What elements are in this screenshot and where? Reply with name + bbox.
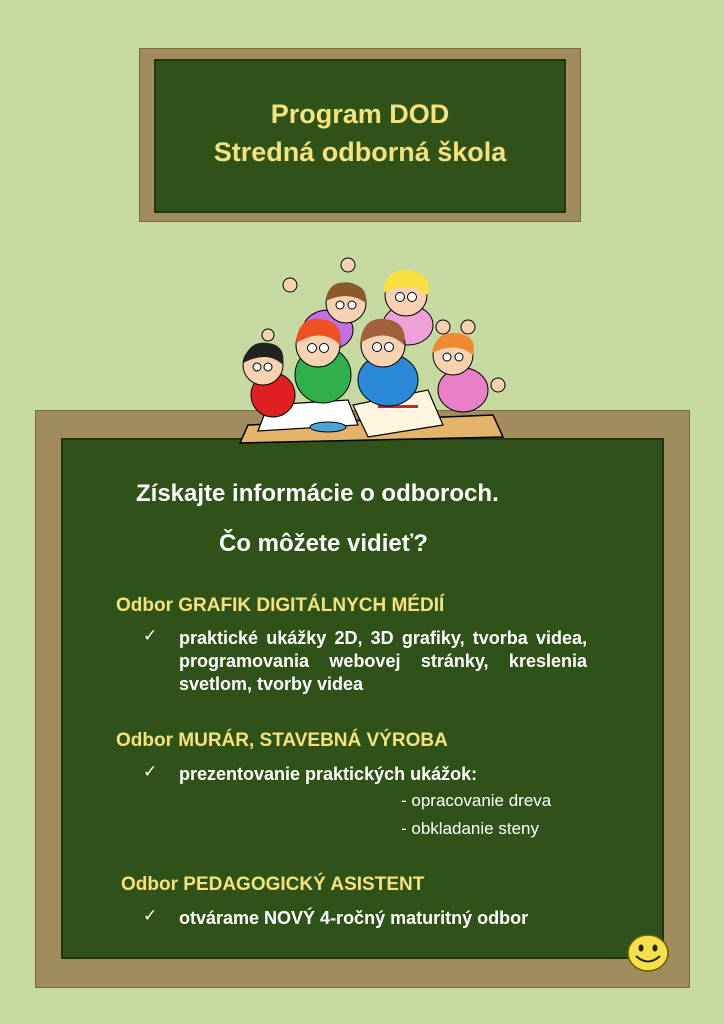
children-at-desk-illustration [228,255,513,445]
heading-info: Získajte informácie o odboroch. [136,480,499,507]
check-icon: ✓ [143,626,158,645]
title-board [139,48,581,222]
subitem-dreva: - opracovanie dreva [401,791,552,810]
section-title-murar: Odbor MURÁR, STAVEBNÁ VÝROBA [116,730,448,751]
bullet-murar: prezentovanie praktických ukážok: [179,764,478,784]
subitem-steny: - obkladanie steny [401,819,539,838]
title-line-2: Stredná odborná škola [213,137,507,167]
bullet-grafik: praktické ukážky 2D, 3D grafiky, tvorba videa, programovania webovej stránky, kreslenia svetlom, tvorby videa [179,628,587,694]
section-title-grafik: Odbor GRAFIK DIGITÁLNYCH MÉDIÍ [116,595,445,616]
check-icon: ✓ [143,906,158,925]
section-title-asistent: Odbor PEDAGOGICKÝ ASISTENT [121,874,425,895]
title-board-surface [154,59,566,213]
smiley-icon [626,933,670,973]
heading-question: Čo môžete vidieť? [219,530,428,557]
check-icon: ✓ [143,762,158,781]
bullet-asistent: otvárame NOVÝ 4-ročný maturitný odbor [179,908,529,928]
title-line-1: Program DOD [270,99,450,129]
